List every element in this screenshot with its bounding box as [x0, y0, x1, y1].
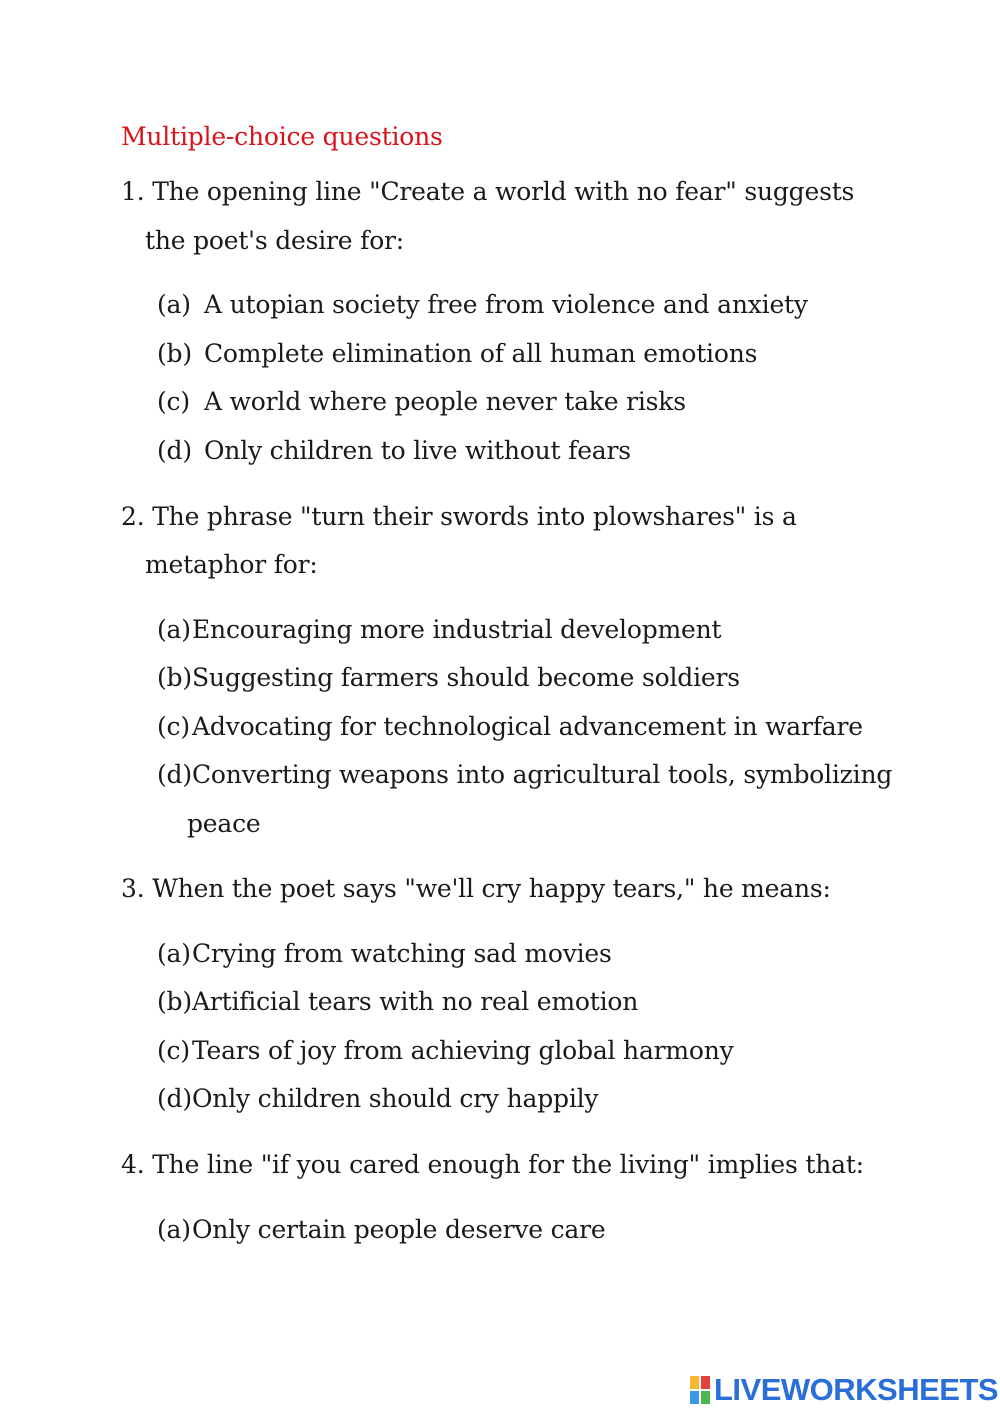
option-text: Encouraging more industrial development: [192, 615, 722, 644]
option-letter: (b): [157, 987, 192, 1016]
option-letter: (d): [157, 436, 192, 465]
logo-text: LIVEWORKSHEETS: [714, 1372, 999, 1407]
section-heading: Multiple-choice questions: [121, 122, 443, 151]
question-2-stem: 2. The phrase "turn their swords into plowshares" is a: [121, 502, 797, 531]
option-text: Suggesting farmers should become soldiers: [192, 663, 740, 692]
option-letter: (b): [157, 663, 192, 692]
question-2-stem-cont: metaphor for:: [145, 550, 318, 579]
option-letter: (a): [157, 939, 191, 968]
option-letter: (a): [157, 615, 191, 644]
option-text: Complete elimination of all human emotions: [204, 339, 758, 368]
question-1-stem: 1. The opening line "Create a world with no fear" suggests: [121, 177, 855, 206]
question-2-option-d-cont: peace: [187, 809, 261, 838]
option-text: Artificial tears with no real emotion: [192, 987, 639, 1016]
option-text: A world where people never take risks: [204, 387, 686, 416]
option-letter: (d): [157, 760, 192, 789]
option-text: Only certain people deserve care: [192, 1215, 606, 1244]
question-4-stem: 4. The line "if you cared enough for the living" implies that:: [121, 1150, 864, 1179]
option-text: Only children to live without fears: [204, 436, 631, 465]
liveworksheets-logo[interactable]: [690, 1372, 998, 1408]
option-text: Converting weapons into agricultural tools, symbolizing: [192, 760, 893, 789]
option-letter: (c): [157, 1036, 190, 1065]
option-text: Tears of joy from achieving global harmony: [192, 1036, 734, 1065]
option-text: Only children should cry happily: [192, 1084, 599, 1113]
question-1-stem-cont: the poet's desire for:: [145, 226, 405, 255]
question-3-stem: 3. When the poet says "we'll cry happy tears," he means:: [121, 874, 831, 903]
option-letter: (c): [157, 712, 190, 741]
option-letter: (c): [157, 387, 190, 416]
option-letter: (d): [157, 1084, 192, 1113]
option-text: A utopian society free from violence and anxiety: [204, 290, 808, 319]
option-text: Advocating for technological advancement in warfare: [192, 712, 863, 741]
liveworksheets-logo-icon: [690, 1376, 710, 1404]
option-text: Crying from watching sad movies: [192, 939, 612, 968]
option-letter: (b): [157, 339, 192, 368]
option-letter: (a): [157, 290, 191, 319]
option-letter: (a): [157, 1215, 191, 1244]
